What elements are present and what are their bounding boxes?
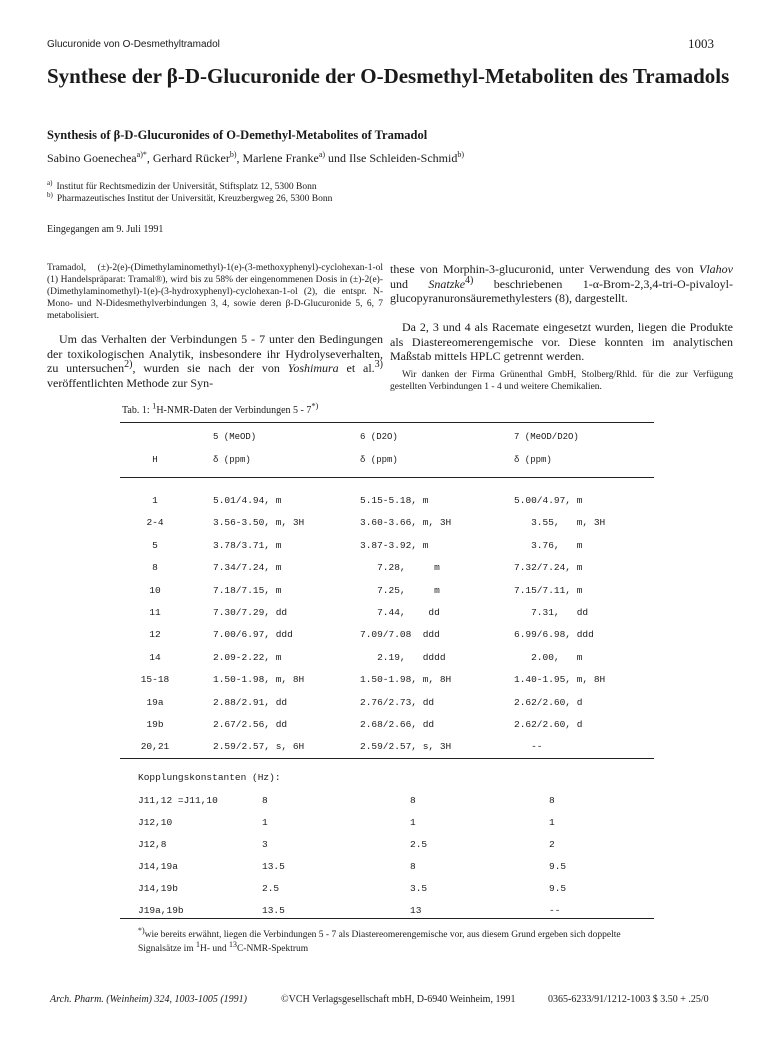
col-unit-5: δ (ppm) — [213, 455, 251, 465]
table-header-rule — [120, 477, 654, 478]
row-shift-6: 2.68/2.66, dd — [360, 719, 435, 730]
text-run: , wurden sie nach der von — [132, 361, 288, 375]
table-bottom-rule — [120, 918, 654, 919]
affiliation-text: Pharmazeutisches Institut der Universität, Kreuzbergweg 26, 5300 Bonn — [56, 194, 333, 204]
col-header-7: 7 (MeOD/D2O) — [514, 432, 579, 442]
affiliation-mark: b) — [47, 190, 53, 199]
article-subtitle: Synthesis of β-D-Glucuronides of O-Demethyl-Metabolites of Tramadol — [47, 128, 428, 142]
row-shift-5: 7.34/7.24, m — [213, 562, 282, 573]
row-h: 5 — [152, 540, 158, 551]
row-shift-6: 2.59/2.57, s, 3H — [360, 741, 452, 752]
author-citation: Snatzke — [428, 276, 466, 291]
row-shift-7: 7.31, dd — [514, 607, 589, 618]
footer-publisher: ©VCH Verlagsgesellschaft mbH, D-6940 Weinheim, 1991 — [281, 994, 516, 1005]
citation-mark: 2) — [124, 359, 133, 370]
row-shift-7: 2.00, m — [514, 652, 583, 663]
coupling-value-5: 3 — [262, 839, 268, 850]
caption-sup: *) — [311, 401, 319, 411]
text-run: Um das Verhalten der Verbindungen 5 - 7 unter den Bedingungen der toxikologischen Analytik, insbesondere ihr Hydrolyseverhalten, zu untersuchen — [47, 332, 383, 375]
body-paragraph-right-2: Da 2, 3 und 4 als Racemate eingesetzt wurden, liegen die Produkte als Diastereomerengemische vor. Diese konnten im analytischen Maßstab mittels HPLC getrennt werden. — [390, 320, 733, 363]
row-shift-7: 3.76, m — [514, 540, 583, 551]
coupling-value-5: 13.5 — [262, 905, 285, 916]
row-shift-5: 3.78/3.71, m — [213, 540, 282, 551]
row-h: 14 — [149, 652, 161, 663]
affiliation-item — [47, 178, 332, 193]
col-header-h: H — [152, 455, 158, 465]
table-caption — [122, 401, 319, 416]
coupling-label: J11,12 =J11,10 — [138, 795, 218, 806]
coupling-value-6: 8 — [410, 861, 416, 872]
running-title: Glucuronide von O-Desmethyltramadol — [47, 39, 220, 50]
row-shift-6: 7.09/7.08 ddd — [360, 629, 440, 640]
row-shift-5: 2.88/2.91, dd — [213, 697, 288, 708]
affiliation-mark: a) — [47, 178, 53, 187]
row-h: 8 — [152, 562, 158, 573]
coupling-value-7: 1 — [549, 817, 555, 828]
row-shift-7: 3.55, m, 3H — [514, 517, 606, 528]
row-shift-7: 7.32/7.24, m — [514, 562, 583, 573]
row-shift-6: 7.28, m — [360, 562, 440, 573]
coupling-value-5: 1 — [262, 817, 268, 828]
author-affil-mark: a) — [318, 150, 326, 159]
row-h: 10 — [149, 585, 161, 596]
sup: 1 — [196, 939, 200, 949]
author-list — [47, 151, 737, 166]
coupling-value-5: 2.5 — [262, 883, 280, 894]
row-shift-6: 2.76/2.73, dd — [360, 697, 435, 708]
col-header-5: 5 (MeOD) — [213, 432, 257, 442]
coupling-value-7: -- — [549, 905, 561, 916]
row-shift-5: 5.01/4.94, m — [213, 495, 282, 506]
coupling-value-6: 8 — [410, 795, 416, 806]
row-shift-6: 2.19, dddd — [360, 652, 446, 663]
row-shift-7: 2.62/2.60, d — [514, 697, 583, 708]
caption-sup: 1 — [152, 401, 157, 411]
text-run: wie bereits erwähnt, liegen die Verbindungen 5 - 7 als Diastereomerengemische vor, aus diesem Grund ergeben sich doppelte Signalsätze im — [138, 930, 621, 954]
row-shift-5: 7.30/7.29, dd — [213, 607, 288, 618]
footer-code: 0365-6233/91/1212-1003 $ 3.50 + .25/0 — [548, 994, 709, 1005]
coupling-value-7: 9.5 — [549, 861, 567, 872]
author-name: , Gerhard Rücker — [146, 151, 230, 165]
row-shift-5: 1.50-1.98, m, 8H — [213, 674, 305, 685]
coupling-value-6: 2.5 — [410, 839, 428, 850]
row-shift-7: 1.40-1.95, m, 8H — [514, 674, 606, 685]
coupling-value-7: 9.5 — [549, 883, 567, 894]
coupling-label: J14,19a — [138, 861, 178, 872]
row-shift-6: 1.50-1.98, m, 8H — [360, 674, 452, 685]
page-number: 1003 — [688, 36, 714, 51]
coupling-label: J19a,19b — [138, 905, 184, 916]
coupling-label: J12,8 — [138, 839, 167, 850]
row-shift-6: 7.25, m — [360, 585, 440, 596]
text-run: veröffentlichten Methode zur Syn- — [47, 375, 214, 390]
text-run: H- und — [200, 944, 230, 954]
col-header-6: 6 (D2O) — [360, 432, 398, 442]
author-name: und Ilse Schleiden-Schmid — [325, 151, 458, 165]
row-h: 2-4 — [146, 517, 164, 528]
row-shift-5: 2.59/2.57, s, 6H — [213, 741, 305, 752]
row-shift-6: 7.44, dd — [360, 607, 440, 618]
acknowledgement: Wir danken der Firma Grünenthal GmbH, Stolberg/Rhld. für die zur Verfügung gestellten Verbindungen 1 - 4 und weitere Chemikalien. — [390, 370, 733, 392]
row-shift-7: -- — [514, 741, 543, 752]
body-paragraph-right — [390, 262, 733, 306]
table-footnote — [138, 925, 638, 956]
coupling-label: J14,19b — [138, 883, 178, 894]
row-shift-7: 7.15/7.11, m — [514, 585, 583, 596]
coupling-value-5: 8 — [262, 795, 268, 806]
row-h: 19b — [146, 719, 164, 730]
coupling-value-6: 3.5 — [410, 883, 428, 894]
journal-citation: Arch. Pharm. (Weinheim) 324, 1003-1005 (1991) — [50, 994, 248, 1005]
row-shift-5: 2.67/2.56, dd — [213, 719, 288, 730]
author-citation: Vlahov — [699, 262, 733, 276]
abstract: Tramadol, (±)-2(e)-(Dimethylaminomethyl)-1(e)-(3-methoxyphenyl)-cyclohexan-1-ol (1) Handelspräparat: Tramal®), wird bis zu 58% der eingenommenen Dosis in (±)-2(e)-(Dimethylaminomethyl)-1(e)-(3-hydroxyphenyl)-cyclohexan-1-ol (2), die entspr. N-Mono- und N-Didesmethylverbindungen 3, 4, sowie deren β-D-Glucuronide 5, 6, 7 metabolisiert. — [47, 263, 383, 321]
row-shift-5: 2.09-2.22, m — [213, 652, 282, 663]
row-shift-6: 3.60-3.66, m, 3H — [360, 517, 452, 528]
coupling-label: J12,10 — [138, 817, 173, 828]
author-affil-mark: a)* — [136, 150, 147, 159]
text-run: these von Morphin-3-glucuronid, unter Verwendung des von — [390, 262, 699, 276]
coupling-value-6: 1 — [410, 817, 416, 828]
caption-text: H-NMR-Daten der Verbindungen 5 - 7 — [156, 405, 312, 416]
article-title: Synthese der β-D-Glucuronide der O-Desmethyl-Metaboliten des Tramadols — [47, 64, 730, 88]
row-shift-7: 2.62/2.60, d — [514, 719, 583, 730]
coupling-value-6: 13 — [410, 905, 422, 916]
body-paragraph-left — [47, 332, 383, 390]
affiliation-text: Institut für Rechtsmedizin der Universität, Stiftsplatz 12, 5300 Bonn — [56, 182, 317, 192]
coupling-value-5: 13.5 — [262, 861, 285, 872]
table-top-rule — [120, 422, 654, 423]
sup: 13 — [229, 939, 237, 949]
affiliation-item — [47, 190, 333, 205]
citation-mark: 4) — [465, 274, 474, 286]
text-run: und — [390, 276, 429, 291]
caption-prefix: Tab. 1: — [122, 405, 153, 416]
row-shift-6: 5.15-5.18, m — [360, 495, 429, 506]
row-h: 19a — [146, 697, 164, 708]
col-unit-6: δ (ppm) — [360, 455, 398, 465]
row-shift-5: 7.18/7.15, m — [213, 585, 282, 596]
row-h: 15-18 — [140, 674, 170, 685]
row-shift-7: 5.00/4.97, m — [514, 495, 583, 506]
coupling-value-7: 8 — [549, 795, 555, 806]
col-unit-7: δ (ppm) — [514, 455, 552, 465]
citation-mark: 3) — [374, 359, 383, 370]
author-affil-mark: b) — [457, 150, 465, 159]
author-affil-mark: b) — [229, 150, 237, 159]
text-run: C-NMR-Spektrum — [236, 944, 309, 954]
footnote-mark: *) — [138, 925, 145, 935]
row-h: 1 — [152, 495, 158, 506]
row-shift-5: 3.56-3.50, m, 3H — [213, 517, 305, 528]
row-shift-7: 6.99/6.98, ddd — [514, 629, 594, 640]
coupling-value-7: 2 — [549, 839, 555, 850]
affiliations — [47, 178, 333, 205]
author-name: , Marlene Franke — [236, 151, 319, 165]
table-mid-rule — [120, 758, 654, 759]
text-run: et al. — [338, 361, 375, 375]
row-h: 12 — [149, 629, 161, 640]
footer-journal — [50, 994, 247, 1005]
author-name: Sabino Goenechea — [47, 151, 137, 165]
row-shift-6: 3.87-3.92, m — [360, 540, 429, 551]
row-h: 11 — [149, 607, 161, 618]
text-run: beschriebenen 1-α-Brom-2,3,4-tri-O-pivaloyl-glucopyranuronsäuremethylesters (8), dargestellt. — [390, 276, 733, 305]
row-shift-5: 7.00/6.97, ddd — [213, 629, 293, 640]
coupling-title: Kopplungskonstanten (Hz): — [138, 772, 281, 783]
author-citation: Yoshimura — [287, 361, 339, 375]
row-h: 20,21 — [140, 741, 170, 752]
received-date: Eingegangen am 9. Juli 1991 — [47, 224, 164, 235]
